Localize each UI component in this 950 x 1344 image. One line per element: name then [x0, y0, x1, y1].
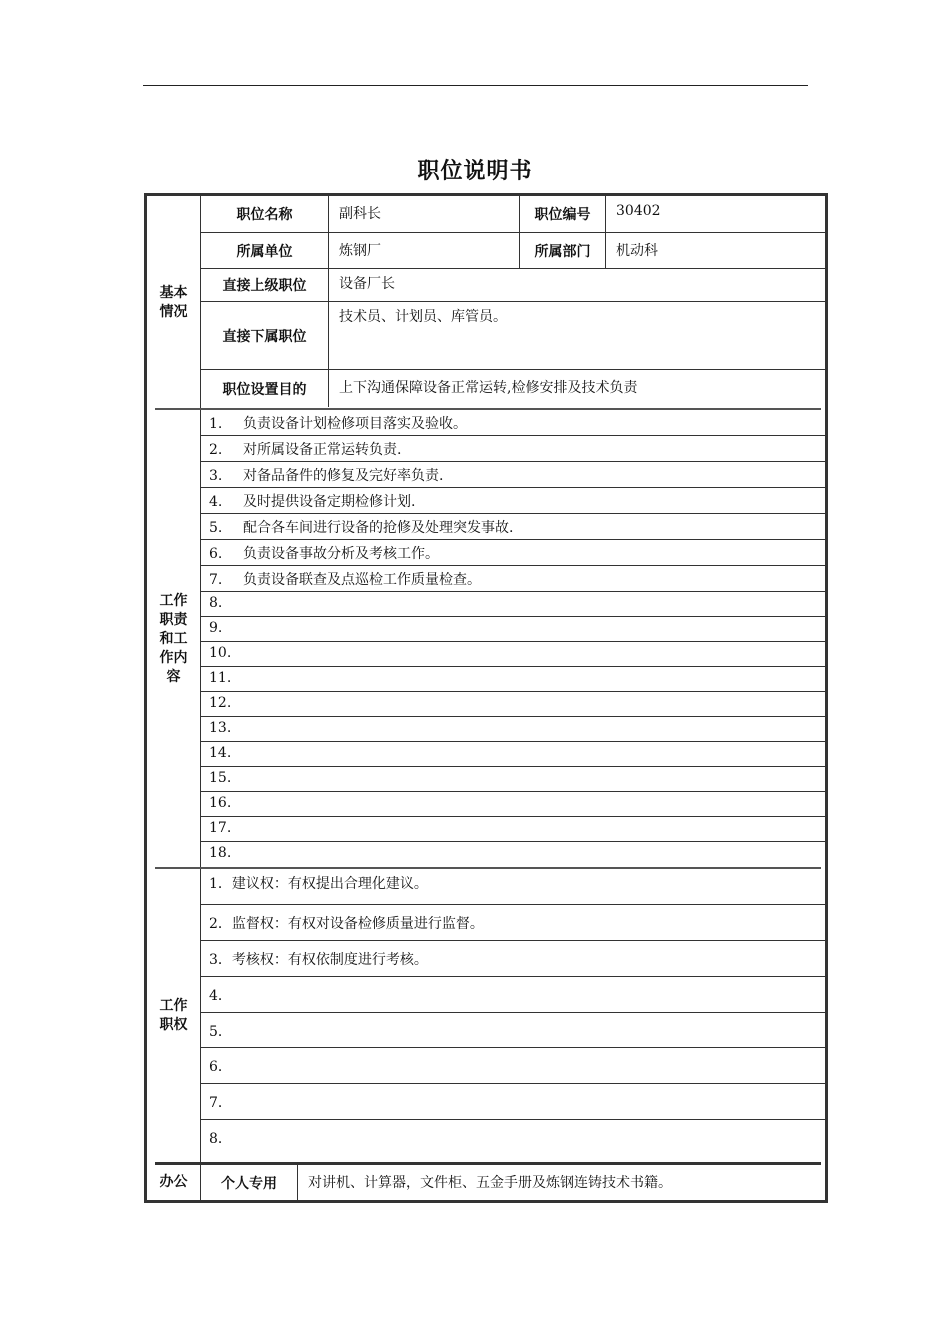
duty-text — [209, 491, 825, 511]
authority-section — [147, 869, 825, 1162]
duty-description: 对所属设备正常运转负责. — [243, 442, 402, 458]
row-position-name — [201, 196, 825, 233]
job-description-table — [144, 193, 828, 1203]
duty-row — [201, 642, 825, 667]
department-value: 机动科 — [616, 243, 658, 259]
duty-number: 3. — [209, 468, 223, 484]
duty-description: 负责设备事故分析及考核工作。 — [243, 546, 439, 562]
duty-description: 负责设备联查及点巡检工作质量检查。 — [243, 572, 481, 588]
duty-row — [201, 792, 825, 817]
duty-row — [201, 692, 825, 717]
position-code-label: 职位编号 — [520, 196, 606, 232]
authority-row — [201, 977, 825, 1013]
authority-row — [201, 1048, 825, 1084]
duty-text — [209, 413, 825, 433]
unit-value: 炼钢厂 — [329, 233, 520, 268]
position-name-value: 副科长 — [329, 196, 520, 232]
duty-row — [201, 514, 825, 540]
position-code-value: 30402 — [616, 203, 661, 219]
duty-text — [209, 795, 825, 811]
duty-number: 14. — [209, 745, 232, 761]
row-personal — [201, 1165, 825, 1200]
duty-text — [209, 595, 825, 611]
unit-label: 所属单位 — [201, 233, 329, 268]
superior-label: 直接上级职位 — [201, 269, 329, 301]
duty-row — [201, 540, 825, 566]
authority-text: 8． — [209, 1131, 232, 1147]
department-label: 所属部门 — [520, 233, 606, 268]
duty-row — [201, 488, 825, 514]
authority-text: 3．考核权：有权依制度进行考核。 — [209, 952, 428, 968]
duty-row — [201, 566, 825, 592]
duty-row — [201, 436, 825, 462]
duty-number: 12. — [209, 695, 232, 711]
duty-number: 18. — [209, 845, 232, 861]
office-section — [147, 1165, 825, 1200]
duty-text — [209, 645, 825, 661]
personal-label: 个人专用 — [201, 1165, 298, 1200]
duty-number: 8. — [209, 595, 223, 611]
duty-text — [209, 695, 825, 711]
purpose-value: 上下沟通保障设备正常运转,检修安排及技术负责 — [339, 380, 638, 396]
duty-text — [209, 620, 825, 636]
row-superior — [201, 269, 825, 302]
duty-row — [201, 767, 825, 792]
duty-row — [201, 817, 825, 842]
authority-text: 7． — [209, 1095, 232, 1111]
authority-text: 1．建议权：有权提出合理化建议。 — [209, 876, 428, 892]
duty-text — [209, 465, 825, 485]
duty-number: 10. — [209, 645, 232, 661]
duty-number: 11. — [209, 670, 232, 686]
duty-text — [209, 770, 825, 786]
duty-text — [209, 517, 825, 537]
duty-row — [201, 742, 825, 767]
authority-row — [201, 905, 825, 941]
authority-row — [201, 941, 825, 977]
subordinate-label: 直接下属职位 — [201, 302, 329, 369]
duty-number: 16. — [209, 795, 232, 811]
duty-number: 6. — [209, 546, 223, 562]
authority-text: 2．监督权：有权对设备检修质量进行监督。 — [209, 916, 484, 932]
duty-row — [201, 617, 825, 642]
duty-row — [201, 842, 825, 868]
duty-text — [209, 569, 825, 589]
duty-text — [209, 670, 825, 686]
duty-description: 配合各车间进行设备的抢修及处理突发事故. — [243, 520, 514, 536]
superior-value: 设备厂长 — [339, 276, 395, 292]
authority-text: 4． — [209, 988, 232, 1004]
authority-row — [201, 869, 825, 905]
duties-header: 工作 职责 和工 作内 容 — [147, 410, 201, 868]
duty-number: 9. — [209, 620, 223, 636]
duty-row — [201, 717, 825, 742]
page-title: 职位说明书 — [417, 159, 533, 184]
office-header: 办公 — [147, 1165, 201, 1200]
duty-text — [209, 720, 825, 736]
personal-value: 对讲机、计算器，文件柜、五金手册及炼钢连铸技术书籍。 — [308, 1175, 672, 1191]
duty-number: 2. — [209, 442, 223, 458]
duties-section — [147, 410, 825, 868]
position-name-label: 职位名称 — [201, 196, 329, 232]
authority-text: 5． — [209, 1024, 232, 1040]
duty-text — [209, 845, 825, 861]
duty-number: 4. — [209, 494, 223, 510]
duty-description: 及时提供设备定期检修计划. — [243, 494, 416, 510]
duty-row — [201, 410, 825, 436]
duty-text — [209, 820, 825, 836]
duty-description: 负责设备计划检修项目落实及验收。 — [243, 416, 467, 432]
authority-row — [201, 1120, 825, 1162]
duty-text — [209, 439, 825, 459]
duty-number: 15. — [209, 770, 232, 786]
duty-number: 13. — [209, 720, 232, 736]
basic-info-section — [147, 196, 825, 410]
authority-header: 工作 职权 — [147, 869, 201, 1162]
duty-number: 5. — [209, 520, 223, 536]
row-unit — [201, 233, 825, 269]
authority-row — [201, 1013, 825, 1048]
row-subordinate — [201, 302, 825, 370]
duty-row — [201, 667, 825, 692]
duty-text — [209, 745, 825, 761]
duty-number: 17. — [209, 820, 232, 836]
duty-number: 1. — [209, 416, 223, 432]
duty-row — [201, 462, 825, 488]
row-purpose — [201, 370, 825, 407]
authority-text: 6． — [209, 1059, 232, 1075]
duty-text — [209, 543, 825, 563]
duty-description: 对备品备件的修复及完好率负责. — [243, 468, 444, 484]
duty-row — [201, 592, 825, 617]
duty-number: 7. — [209, 572, 223, 588]
authority-row — [201, 1084, 825, 1120]
purpose-label: 职位设置目的 — [201, 370, 329, 407]
basic-info-header: 基本 情况 — [147, 196, 201, 410]
subordinate-value: 技术员、计划员、库管员。 — [339, 309, 507, 325]
header-rule — [143, 85, 808, 86]
